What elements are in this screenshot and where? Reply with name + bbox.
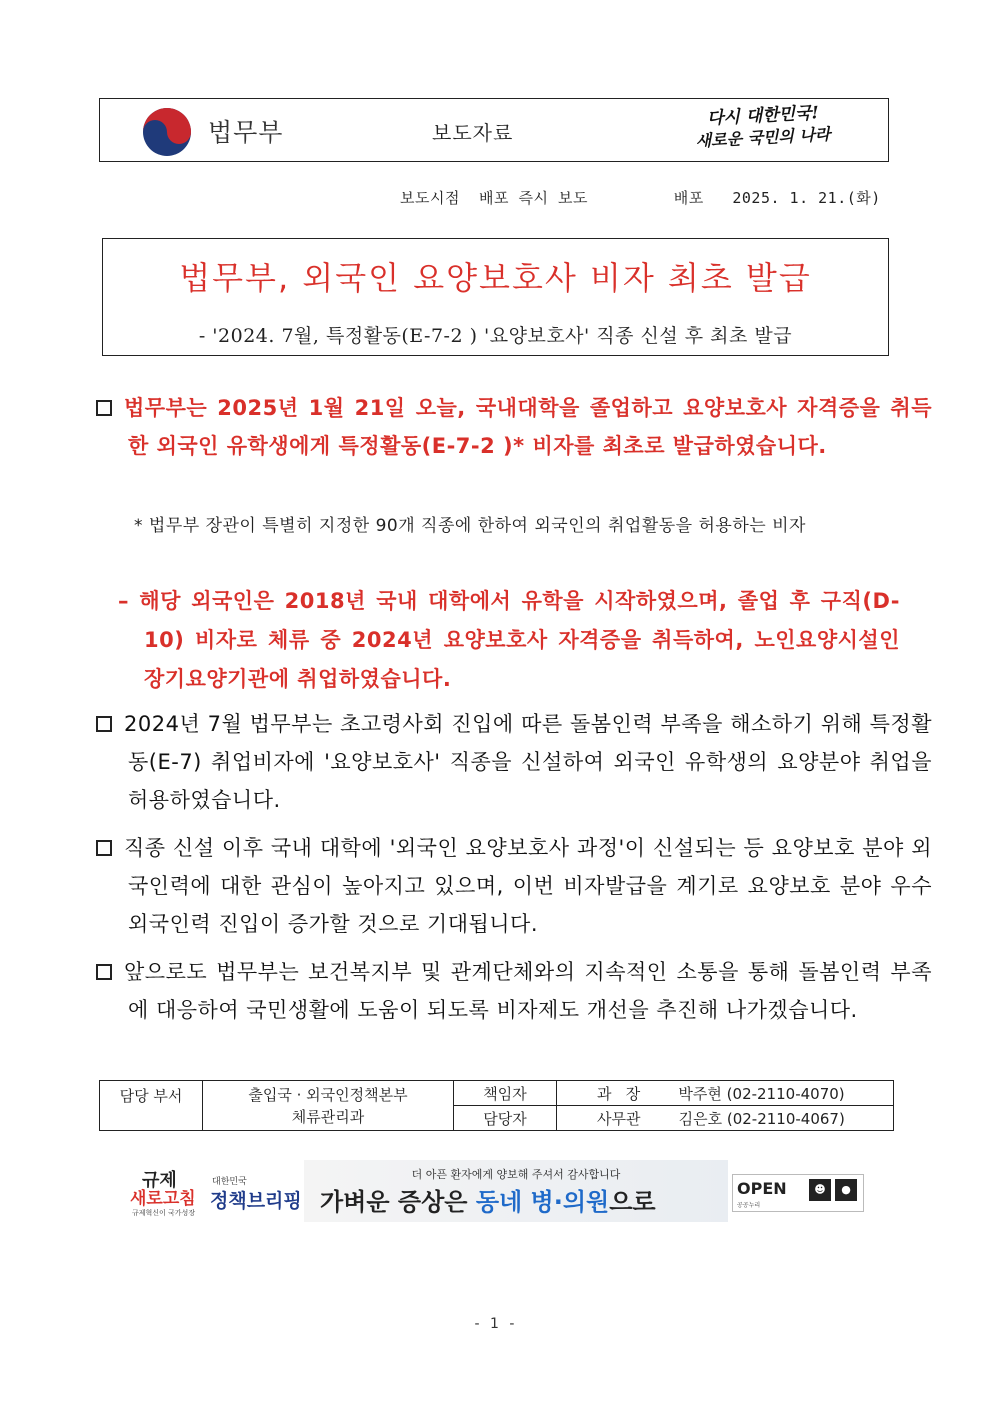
contact-table [99, 1080, 894, 1131]
release-info: 보도시점 배포 즉시 보도 배포 2025. 1. 21.(화) [400, 189, 881, 207]
paragraph-1-text: 법무부는 2025년 1월 21일 오늘, 국내대학을 졸업하고 요양보호사 자격증을 취득한 외국인 유학생에게 특정활동(E-7-2 )* 비자를 최초로 발급하였습니다. [124, 396, 932, 458]
contact-role: 책임자 [454, 1081, 557, 1106]
paragraph-4-text: 앞으로도 법무부는 보건복지부 및 관계단체와의 지속적인 소통을 통해 돌봄인력 부족에 대응하여 국민생활에 도움이 되도록 비자제도 개선을 추진해 나가겠습니다. [124, 960, 932, 1022]
slogan-line-1: 다시 대한민국! [706, 103, 820, 129]
checkbox-bullet-icon [96, 400, 112, 416]
paragraph-3 [96, 829, 932, 943]
main-title: 법무부, 외국인 요양보호사 비자 최초 발급 [179, 259, 812, 297]
footer-banner[interactable] [128, 1160, 864, 1222]
sub-title: - '2024. 7월, 특정활동(E-7-2 ) '요양보호사' 직종 신설 후 최초 발급 [198, 325, 793, 347]
campaign-title-b: 동네 병·의원 [475, 1188, 610, 1216]
paragraph-4 [96, 953, 932, 1029]
dept-line-1: 출입국 · 외국인정책본부 [248, 1085, 408, 1104]
campaign-banner [304, 1160, 728, 1222]
policy-briefing-small: 대한민국 [212, 1177, 247, 1187]
slogan-line-2: 새로운 국민의 나라 [695, 124, 831, 151]
contact-role: 담당자 [454, 1106, 557, 1131]
campaign-subtitle: 더 아픈 환자에게 양보해 주셔서 감사합니다 [411, 1168, 621, 1181]
paragraph-2 [96, 705, 932, 819]
policy-briefing-main: 정책브리핑 [210, 1190, 302, 1212]
policy-briefing-logo [128, 1160, 304, 1222]
checkbox-bullet-icon [96, 964, 112, 980]
ministry-name: 법무부 [208, 118, 284, 147]
open-license-badge [732, 1174, 864, 1212]
dept-name [203, 1081, 454, 1131]
dept-line-2: 체류관리과 [291, 1107, 365, 1126]
footnote: * 법무부 장관이 특별히 지정한 90개 직종에 한하여 외국인의 취업활동을 허용하는 비자 [134, 516, 806, 536]
attribution-icon: ☻ [809, 1179, 831, 1201]
open-text: OPEN [737, 1179, 787, 1198]
press-release-label: 보도자료 [432, 121, 514, 145]
contact-person: 사무관 김은호 (02-2110-4067) [557, 1106, 894, 1131]
commercial-icon: ● [835, 1179, 857, 1201]
campaign-title-c: 으로 [609, 1188, 656, 1216]
header-box [99, 98, 889, 162]
campaign-title-a: 가벼운 증상은 [320, 1188, 476, 1216]
checkbox-bullet-icon [96, 716, 112, 732]
contact-person: 과 장 박주현 (02-2110-4070) [557, 1081, 894, 1106]
dash-paragraph: – 해당 외국인은 2018년 국내 대학에서 유학을 시작하였으며, 졸업 후 구직(D-10) 비자로 체류 중 2024년 요양보호사 자격증을 취득하여, 노인요양시설인 장기요양기관에 취업하였습니다. [118, 589, 900, 691]
title-box [102, 238, 889, 356]
government-emblem-icon [142, 107, 192, 157]
paragraph-2-text: 2024년 7월 법무부는 초고령사회 진입에 따른 돌봄인력 부족을 해소하기 위해 특정활동(E-7) 취업비자에 '요양보호사' 직종을 신설하여 외국인 유학생의 요양분야 취업을 허용하였습니다. [124, 712, 932, 812]
page-number: - 1 - [474, 1316, 518, 1332]
dept-label: 담당 부서 [100, 1081, 203, 1131]
regulation-logo-top: 규제 [142, 1170, 177, 1191]
campaign-title [320, 1182, 656, 1217]
regulation-tagline: 규제혁신이 국가성장 [132, 1209, 196, 1217]
slogan [668, 105, 858, 149]
checkbox-bullet-icon [96, 840, 112, 856]
paragraph-1 [96, 389, 932, 465]
open-sub: 공공누리 [737, 1202, 761, 1209]
paragraph-3-text: 직종 신설 이후 국내 대학에 '외국인 요양보호사 과정'이 신설되는 등 요양보호 분야 외국인력에 대한 관심이 높아지고 있으며, 이번 비자발급을 계기로 요양보호 분야 우수 외국인력 진입이 증가할 것으로 기대됩니다. [124, 836, 932, 936]
table-row [100, 1081, 894, 1106]
regulation-logo-bottom: 새로고침 [130, 1189, 196, 1209]
